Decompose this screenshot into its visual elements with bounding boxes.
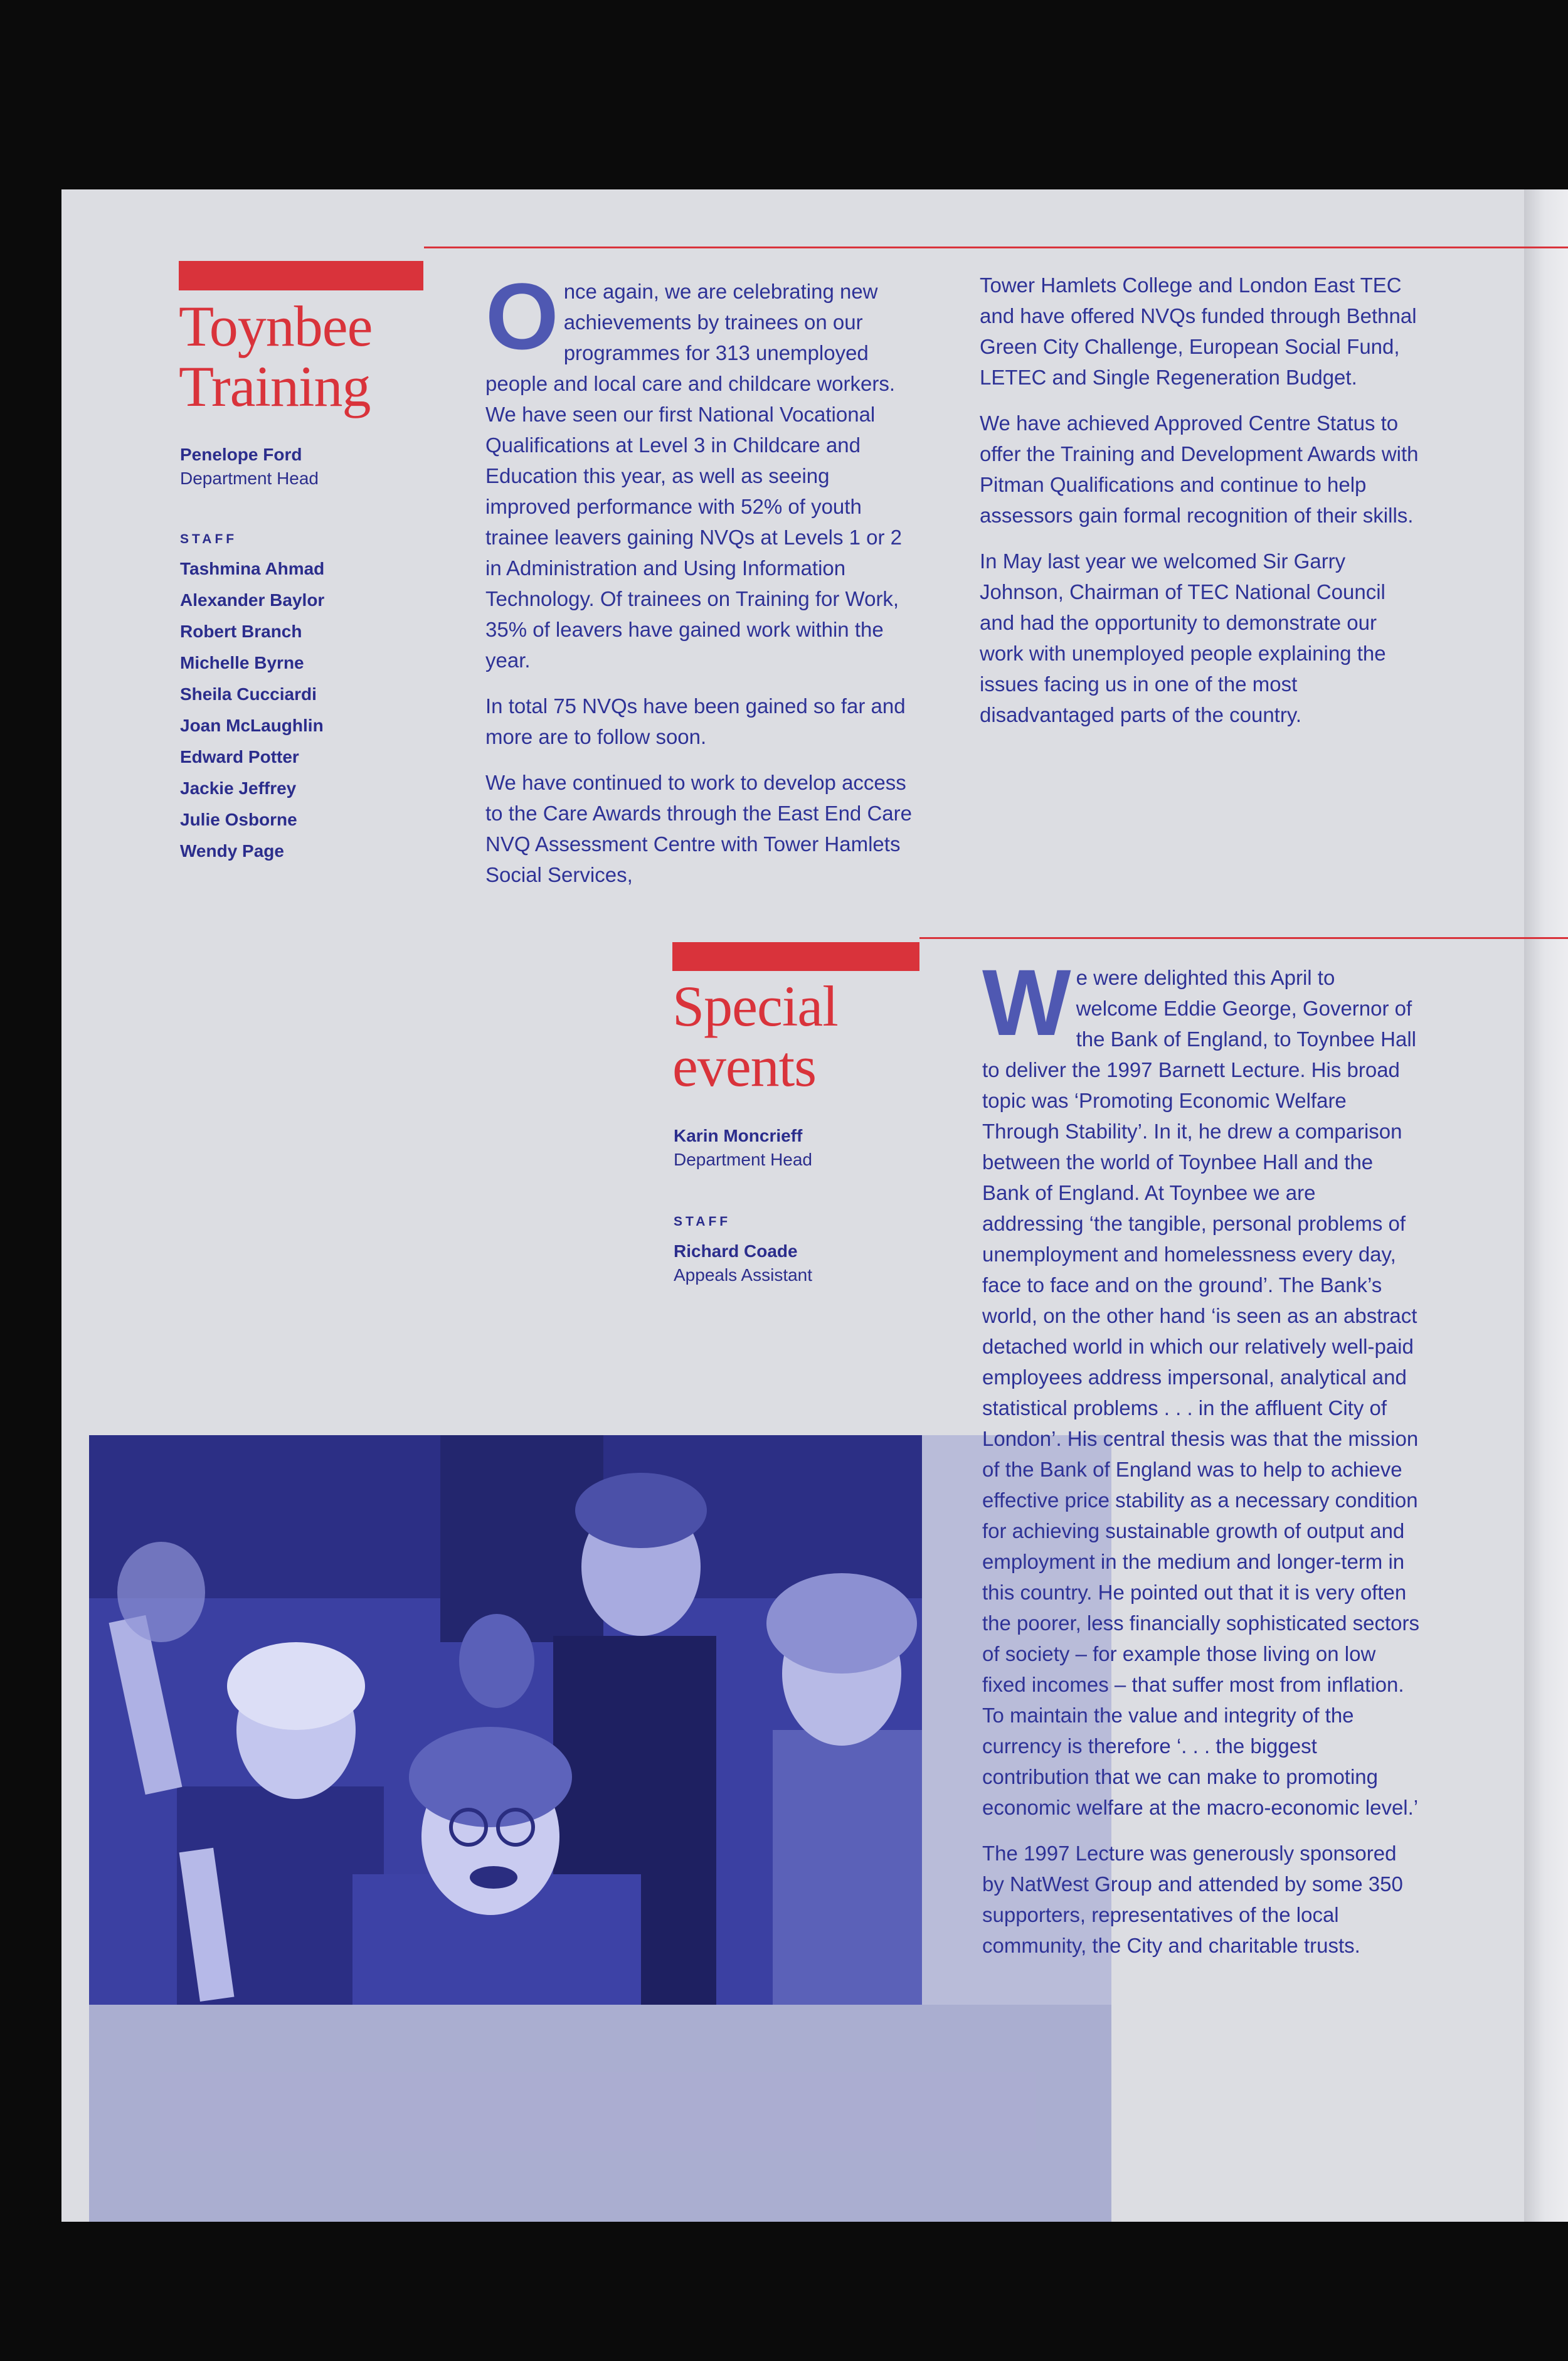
- toynbee-paragraph-4: Tower Hamlets College and London East TEC and have offered NVQs funded through Bethnal Green City Challenge, European Social Fund, LETEC and Single Regeneration Budget.: [980, 273, 1417, 389]
- photo-overlay-bottom: [89, 2005, 1111, 2222]
- staff-member: Edward Potter: [180, 747, 299, 767]
- toynbee-title-line2: Training: [179, 354, 371, 418]
- toynbee-staff-label: STAFF: [180, 532, 238, 546]
- middle-rule: [919, 937, 1568, 939]
- staff-member: Wendy Page: [180, 841, 284, 861]
- special-events-column: [982, 950, 1421, 1976]
- dropcap-o: O: [485, 263, 559, 369]
- toynbee-head-name: Penelope Ford: [180, 445, 302, 464]
- special-events-staff-role: Appeals Assistant: [674, 1265, 813, 1285]
- toynbee-staff-list: [180, 553, 324, 867]
- event-photo-illustration: [89, 1435, 922, 2005]
- toynbee-column-2: [980, 270, 1419, 745]
- page-fold: [1524, 189, 1568, 2222]
- toynbee-column-1: [485, 263, 912, 905]
- toynbee-head-role: Department Head: [180, 469, 319, 488]
- toynbee-paragraph-1: Once again, we are celebrating new achievements by trainees on our programmes for 313 unemployed people and local care and childcare workers. We have seen our first National Vocational Qualifications at Level 3 in Childcare and Education this year, as well as seeing improved performance with 52% of youth trainee leavers gaining NVQs at Levels 1 or 2 in Administration and Using Information Technology. Of trainees on Training for Work, 35% of leavers have gained work within the year.: [485, 263, 903, 672]
- staff-member: Julie Osborne: [180, 810, 297, 829]
- staff-member: Michelle Byrne: [180, 653, 304, 672]
- toynbee-title-line1: Toynbee: [179, 294, 373, 358]
- toynbee-paragraph-5: We have achieved Approved Centre Status to offer the Training and Development Awards with Pitman Qualifications and continue to help assessors gain formal recognition of their skills.: [980, 411, 1419, 527]
- special-events-paragraph-1: We were delighted this April to welcome Eddie George, Governor of the Bank of England, to Toynbee Hall to deliver the 1997 Barnett Lecture. His broad topic was ‘Promoting Economic Welfare Through Stability’. In it, he drew a comparison between the world of Toynbee Hall and the Bank of England. At Toynbee we are addressing ‘the tangible, personal problems of unemployment and homelessness every day, face to face and on the ground’. The Bank’s world, on the other hand ‘is seen as an abstract detached world in which our relatively well-paid employees address impersonal, analytical and statistical problems . . . in the affluent City of London’. His central thesis was that the mission of the Bank of England was to help to achieve effective price stability as a necessary condition for achieving sustainable growth of output and employment in the medium and longer-term in this country. He pointed out that it is very often the poorer, less financially sophisticated sectors of society – for example those living on low fixed incomes – that suffer most from inflation. To maintain the value and integrity of the currency is therefore ‘. . . the biggest contribution that we can make to promoting economic welfare at the macro-economic level.’: [982, 950, 1420, 1819]
- special-events-head-role: Department Head: [674, 1150, 813, 1169]
- staff-member: Alexander Baylor: [180, 590, 325, 610]
- special-events-staff-label: STAFF: [674, 1214, 731, 1229]
- special-events-paragraph-2: The 1997 Lecture was generously sponsored by NatWest Group and attended by some 350 supporters, representatives of the local community, the City and charitable trusts.: [982, 1842, 1403, 1957]
- dropcap-w: W: [982, 950, 1071, 1055]
- staff-member: Jackie Jeffrey: [180, 778, 297, 798]
- staff-member: Joan McLaughlin: [180, 716, 324, 735]
- toynbee-paragraph-2: In total 75 NVQs have been gained so far and more are to follow soon.: [485, 694, 906, 748]
- toynbee-red-bar: [179, 261, 423, 290]
- toynbee-paragraph-6: In May last year we welcomed Sir Garry Johnson, Chairman of TEC National Council and had the opportunity to demonstrate our work with unemployed people explaining the issues facing us in one of the most disadvantaged parts of the country.: [980, 549, 1386, 726]
- special-events-staff-name: Richard Coade: [674, 1241, 798, 1261]
- special-events-title-line2: events: [672, 1034, 817, 1098]
- event-photo: [89, 1435, 922, 2005]
- special-events-title-line1: Special: [672, 974, 838, 1038]
- staff-member: Sheila Cucciardi: [180, 684, 317, 704]
- staff-member: Tashmina Ahmad: [180, 559, 325, 578]
- special-events-red-bar: [672, 942, 919, 971]
- top-rule: [424, 247, 1568, 248]
- toynbee-paragraph-3: We have continued to work to develop access to the Care Awards through the East End Care NVQ Assessment Centre with Tower Hamlets Social Services,: [485, 771, 912, 886]
- staff-member: Robert Branch: [180, 622, 302, 641]
- special-events-head-name: Karin Moncrieff: [674, 1126, 803, 1145]
